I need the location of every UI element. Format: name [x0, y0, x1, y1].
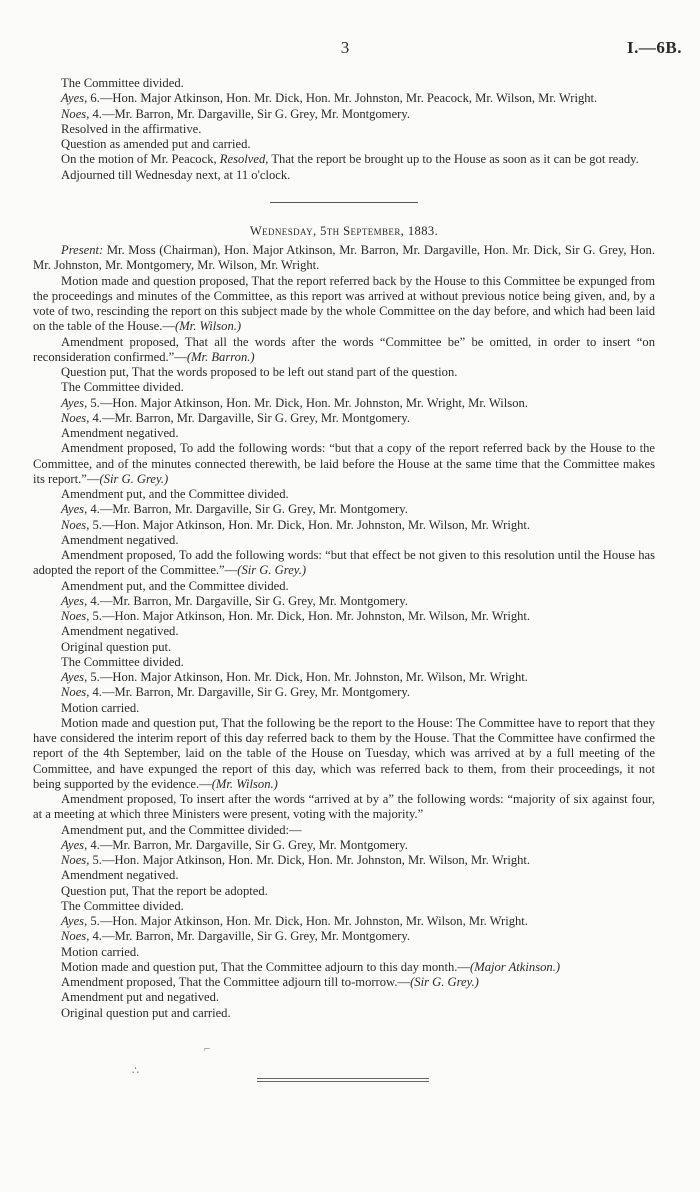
- paragraph: Original question put.: [61, 639, 172, 654]
- paragraph: Amendment put, and the Committee divided.: [61, 487, 289, 501]
- paragraph: Question as amended put and carried.: [61, 137, 251, 151]
- paragraph: Motion made and question put, That the following be the report to the House: The Committee have to report that they have considered the interim report of this day referred back to them by the House. That the Committee have confirmed the report of the 4th September, laid on the table of the House on Tuesday, which was arrived at by a full meeting of the Committee, and have expunged the report of this day, which was referred back to them, from their proceedings, it not being supported by the evidence.—(Mr. Wilson.): [33, 715, 655, 791]
- paragraph: Amendment negatived.: [61, 868, 179, 883]
- paragraph: The Committee divided.: [61, 898, 184, 913]
- end-rule: [257, 1078, 429, 1084]
- paragraph: The Committee divided.: [61, 76, 184, 90]
- paragraph: Motion made and question proposed, That the report referred back by the House to this Committee be expunged from the proceedings and minutes of the Committee, as this report was arrived at without previous notice being given, and, by a vote of two, rescinding the report on this subject made by the whole Committee on the day before, and which had been laid on the table of the House.—(Mr. Wilson.): [33, 273, 655, 334]
- end-rule-line: [257, 1081, 429, 1082]
- paragraph: Amendment negatived.: [61, 624, 179, 639]
- paragraph: Question put, That the words proposed to be left out stand part of the question.: [61, 365, 458, 379]
- paragraph: Adjourned till Wednesday next, at 11 o'clock.: [61, 167, 291, 182]
- ayes-paragraph: Ayes, 4.—Mr. Barron, Mr. Dargaville, Sir G. Grey, Mr. Montgomery.: [61, 837, 408, 852]
- section-divider: [270, 202, 418, 203]
- meeting-date-heading: Wednesday, 5th September, 1883.: [249, 223, 439, 238]
- paragraph: Amendment proposed, To add the following words: “but that a copy of the report referred back by the House to the Committee, and of the minutes connected therewith, be laid before the House at the same time that the Committee makes its report.”—(Sir G. Grey.): [33, 441, 655, 486]
- page-number: 3: [340, 38, 350, 57]
- noes-paragraph: Noes, 5.—Hon. Major Atkinson, Hon. Mr. Dick, Hon. Mr. Johnston, Mr. Wilson, Mr. Wright.: [61, 609, 531, 623]
- ayes-paragraph: Ayes, 4.—Mr. Barron, Mr. Dargaville, Sir G. Grey, Mr. Montgomery.: [61, 502, 408, 517]
- paragraph: The Committee divided.: [61, 654, 184, 669]
- ink-smudge-mark: ∴: [132, 1065, 139, 1077]
- noes-paragraph: Noes, 4.—Mr. Barron, Mr. Dargaville, Sir G. Grey, Mr. Montgomery.: [61, 929, 410, 944]
- paper-reference: I.—6B.: [627, 38, 682, 57]
- end-rule-line: [257, 1078, 429, 1079]
- paragraph: Amendment put, and the Committee divided.: [61, 578, 289, 593]
- paragraph: Motion carried.: [61, 700, 140, 715]
- paragraph: Amendment negatived.: [61, 532, 179, 547]
- ayes-paragraph: Ayes, 5.—Hon. Major Atkinson, Hon. Mr. Dick, Hon. Mr. Johnston, Mr. Wilson, Mr. Wright.: [61, 670, 528, 684]
- paragraph: Amendment put, and the Committee divided:—: [61, 822, 302, 837]
- paragraph: Amendment negatived.: [61, 426, 179, 440]
- paragraph: On the motion of Mr. Peacock, Resolved, That the report be brought up to the House as soon as it can be got ready.: [61, 152, 639, 167]
- noes-paragraph: Noes, 4.—Mr. Barron, Mr. Dargaville, Sir G. Grey, Mr. Montgomery.: [61, 106, 410, 121]
- ayes-paragraph: Ayes, 5.—Hon. Major Atkinson, Hon. Mr. Dick, Hon. Mr. Johnston, Mr. Wright, Mr. Wilson.: [61, 395, 528, 410]
- noes-paragraph: Noes, 4.—Mr. Barron, Mr. Dargaville, Sir G. Grey, Mr. Montgomery.: [61, 410, 410, 425]
- noes-paragraph: Noes, 4.—Mr. Barron, Mr. Dargaville, Sir G. Grey, Mr. Montgomery.: [61, 685, 410, 700]
- paragraph: Motion carried.: [61, 944, 140, 959]
- paragraph: The Committee divided.: [61, 380, 184, 395]
- paragraph: Amendment put and negatived.: [61, 990, 220, 1005]
- ink-smudge-mark: ⌐: [204, 1043, 211, 1055]
- paragraph: Original question put and carried.: [61, 1005, 231, 1020]
- paragraph: Amendment proposed, That all the words after the words “Committee be” be omitted, in order to insert “on reconsideration confirmed.”—(Mr. Barron.): [33, 334, 655, 364]
- paragraph: Resolved in the affirmative.: [61, 121, 202, 136]
- ayes-paragraph: Ayes, 4.—Mr. Barron, Mr. Dargaville, Sir G. Grey, Mr. Montgomery.: [61, 593, 408, 608]
- paragraph: Amendment proposed, That the Committee adjourn till to-morrow.—(Sir G. Grey.): [61, 975, 479, 989]
- paragraph: Question put, That the report be adopted.: [61, 883, 268, 898]
- paragraph: Amendment proposed, To insert after the words “arrived at by a” the following words: “majority of six against four, at a meeting at which three Ministers were present, voting with the majority.”: [33, 792, 655, 822]
- minutes-body: [33, 76, 655, 1021]
- noes-paragraph: Noes, 5.—Hon. Major Atkinson, Hon. Mr. Dick, Hon. Mr. Johnston, Mr. Wilson, Mr. Wright.: [61, 517, 531, 532]
- noes-paragraph: Noes, 5.—Hon. Major Atkinson, Hon. Mr. Dick, Hon. Mr. Johnston, Mr. Wilson, Mr. Wright.: [61, 853, 531, 867]
- ayes-paragraph: Ayes, 6.—Hon. Major Atkinson, Hon. Mr. Dick, Hon. Mr. Johnston, Mr. Peacock, Mr. Wilson, Mr. Wright.: [61, 91, 598, 106]
- present-paragraph: Present: Mr. Moss (Chairman), Hon. Major Atkinson, Mr. Barron, Mr. Dargaville, Hon. Mr. Dick, Sir G. Grey, Hon. Mr. Johnston, Mr. Montgomery, Mr. Wilson, Mr. Wright.: [33, 243, 655, 273]
- paragraph: Motion made and question put, That the Committee adjourn to this day month.—(Major Atkinson.): [61, 959, 561, 974]
- paragraph: Amendment proposed, To add the following words: “but that effect be not given to this resolution until the House has adopted the report of the Committee.”—(Sir G. Grey.): [33, 548, 655, 578]
- ayes-paragraph: Ayes, 5.—Hon. Major Atkinson, Hon. Mr. Dick, Hon. Mr. Johnston, Mr. Wilson, Mr. Wright.: [61, 914, 528, 928]
